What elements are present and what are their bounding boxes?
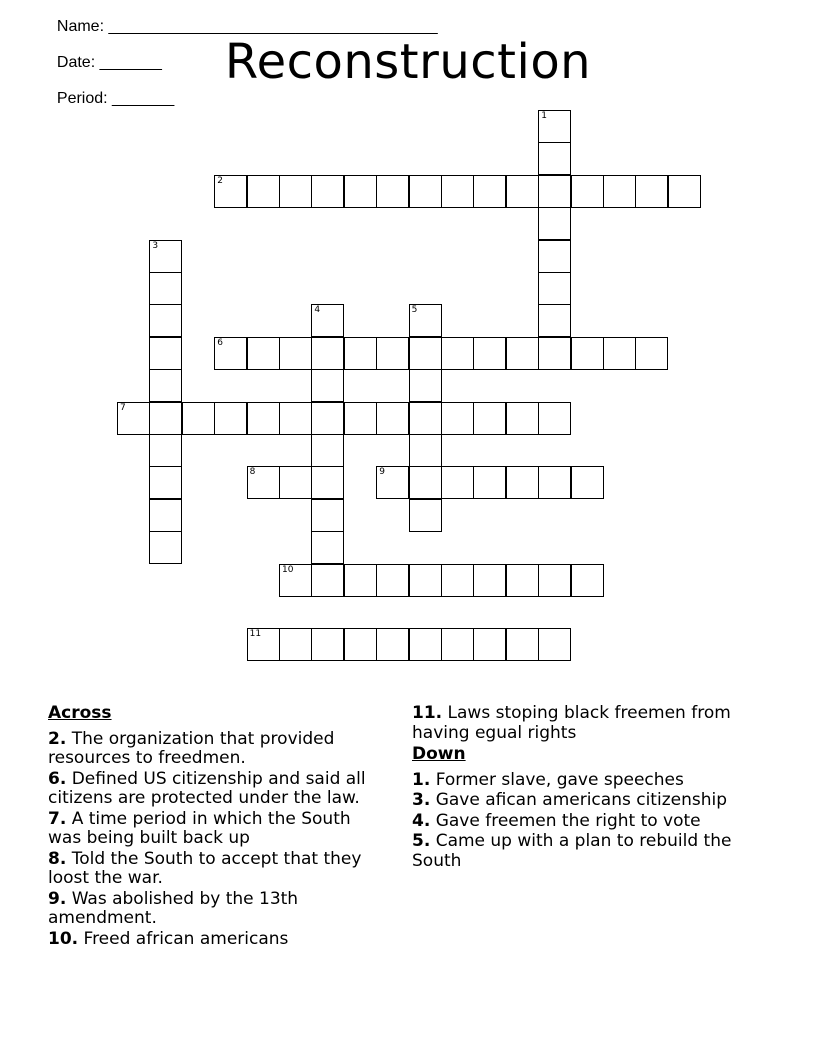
clue-number-label: 6	[217, 337, 223, 348]
clue-number-label: 7	[120, 402, 126, 413]
clues-column-right	[412, 704, 762, 872]
crossword-cell[interactable]	[311, 628, 344, 661]
crossword-cell[interactable]	[473, 466, 506, 499]
crossword-cell[interactable]	[409, 628, 442, 661]
crossword-cell[interactable]	[376, 466, 409, 499]
crossword-cell[interactable]	[376, 564, 409, 597]
crossword-cell[interactable]	[149, 466, 182, 499]
crossword-cell[interactable]	[571, 564, 604, 597]
crossword-cell[interactable]	[668, 175, 701, 208]
date-field-label[interactable]: Date: _______	[56, 54, 162, 71]
crossword-cell[interactable]	[182, 402, 215, 435]
clue-number: 11.	[412, 703, 443, 723]
crossword-cell[interactable]	[409, 466, 442, 499]
crossword-cell[interactable]	[311, 402, 344, 435]
crossword-cell[interactable]	[247, 175, 280, 208]
crossword-cell[interactable]	[409, 564, 442, 597]
clue-text: Defined US citizenship and said all citizens are protected under the law.	[48, 768, 366, 808]
crossword-cell[interactable]	[409, 434, 442, 467]
crossword-cell[interactable]	[149, 369, 182, 402]
clue-number: 7.	[48, 808, 67, 829]
crossword-cell[interactable]	[149, 272, 182, 305]
crossword-cell[interactable]	[247, 466, 280, 499]
crossword-cell[interactable]	[441, 337, 474, 370]
clue-text: Told the South to accept that they loost the war.	[48, 848, 362, 888]
crossword-cell[interactable]	[441, 175, 474, 208]
crossword-cell[interactable]	[376, 628, 409, 661]
crossword-cell[interactable]	[538, 337, 571, 370]
clue-across-11	[412, 704, 762, 743]
crossword-cell[interactable]	[506, 564, 539, 597]
crossword-cell[interactable]	[538, 175, 571, 208]
crossword-cell[interactable]	[311, 304, 344, 337]
crossword-cell[interactable]	[506, 466, 539, 499]
period-field-label[interactable]: Period: _______	[56, 90, 175, 107]
crossword-cell[interactable]	[279, 175, 312, 208]
crossword-cell[interactable]	[409, 175, 442, 208]
clue-across-2	[48, 730, 388, 769]
crossword-cell[interactable]	[538, 402, 571, 435]
crossword-cell[interactable]	[149, 402, 182, 435]
clue-number-label: 10	[282, 564, 294, 575]
crossword-cell[interactable]	[149, 240, 182, 273]
crossword-cell[interactable]	[571, 337, 604, 370]
clue-number: 6.	[48, 768, 67, 789]
crossword-cell[interactable]	[506, 628, 539, 661]
clue-number-label: 5	[411, 305, 418, 316]
clue-number: 10.	[48, 928, 79, 949]
clue-text: Former slave, gave speeches	[430, 769, 684, 790]
crossword-cell[interactable]	[344, 337, 377, 370]
crossword-cell[interactable]	[538, 110, 571, 143]
crossword-cell[interactable]	[571, 175, 604, 208]
crossword-cell[interactable]	[473, 402, 506, 435]
crossword-cell[interactable]	[473, 175, 506, 208]
crossword-cell[interactable]	[538, 628, 571, 661]
crossword-cell[interactable]	[538, 466, 571, 499]
crossword-cell[interactable]	[344, 402, 377, 435]
clue-across-7	[48, 810, 388, 849]
clue-down-3	[412, 791, 762, 811]
page-title: Reconstruction	[224, 34, 592, 90]
crossword-cell[interactable]	[311, 337, 344, 370]
crossword-cell[interactable]	[279, 628, 312, 661]
crossword-cell[interactable]	[247, 337, 280, 370]
crossword-cell[interactable]	[376, 175, 409, 208]
crossword-cell[interactable]	[409, 337, 442, 370]
across-heading: Across	[48, 703, 112, 723]
crossword-cell[interactable]	[149, 434, 182, 467]
crossword-cell[interactable]	[441, 402, 474, 435]
clue-number: 9.	[48, 888, 67, 909]
crossword-cell[interactable]	[117, 402, 150, 435]
crossword-cell[interactable]	[473, 628, 506, 661]
crossword-cell[interactable]	[247, 628, 280, 661]
crossword-cell[interactable]	[376, 337, 409, 370]
crossword-cell[interactable]	[538, 240, 571, 273]
crossword-cell[interactable]	[635, 337, 668, 370]
crossword-cell[interactable]	[149, 499, 182, 532]
clue-across-9	[48, 890, 388, 929]
crossword-cell[interactable]	[538, 272, 571, 305]
clue-text: The organization that provided resources to freedmen.	[48, 728, 335, 768]
clue-number-label: 2	[217, 175, 223, 186]
crossword-cell[interactable]	[571, 466, 604, 499]
crossword-cell[interactable]	[149, 531, 182, 564]
crossword-cell[interactable]	[441, 466, 474, 499]
crossword-cell[interactable]	[538, 564, 571, 597]
crossword-cell[interactable]	[311, 499, 344, 532]
crossword-cell[interactable]	[506, 402, 539, 435]
crossword-cell[interactable]	[635, 175, 668, 208]
clue-number: 2.	[48, 728, 67, 749]
clue-number: 1.	[412, 769, 431, 790]
crossword-cell[interactable]	[506, 175, 539, 208]
down-heading: Down	[412, 744, 466, 764]
crossword-cell[interactable]	[311, 466, 344, 499]
clue-down-4	[412, 812, 762, 832]
crossword-cell[interactable]	[441, 564, 474, 597]
crossword-cell[interactable]	[279, 402, 312, 435]
clue-across-10	[48, 930, 388, 950]
clue-number-label: 4	[314, 305, 321, 316]
crossword-cell[interactable]	[409, 402, 442, 435]
clue-number-label: 11	[249, 629, 262, 640]
clue-number-label: 3	[152, 240, 159, 251]
clue-down-1	[412, 771, 762, 791]
clue-number: 8.	[48, 848, 67, 869]
clue-text: Was abolished by the 13th amendment.	[48, 888, 299, 928]
clue-number: 3.	[412, 790, 431, 810]
crossword-cell[interactable]	[473, 564, 506, 597]
crossword-cell[interactable]	[603, 175, 636, 208]
clue-number: 5.	[412, 831, 431, 851]
crossword-cell[interactable]	[149, 304, 182, 337]
crossword-cell[interactable]	[344, 175, 377, 208]
crossword-cell[interactable]	[344, 628, 377, 661]
crossword-cell[interactable]	[473, 337, 506, 370]
crossword-cell[interactable]	[409, 499, 442, 532]
crossword-cell[interactable]	[214, 402, 247, 435]
clue-number-label: 9	[379, 467, 385, 478]
crossword-cell[interactable]	[311, 175, 344, 208]
clue-number-label: 8	[249, 467, 256, 478]
crossword-cell[interactable]	[506, 337, 539, 370]
crossword-cell[interactable]	[603, 337, 636, 370]
clue-across-8	[48, 850, 388, 889]
clue-text: Freed african americans	[78, 928, 289, 949]
crossword-cell[interactable]	[311, 564, 344, 597]
clue-across-6	[48, 770, 388, 809]
clue-down-5	[412, 832, 762, 871]
clue-number-label: 1	[541, 111, 547, 121]
crossword-cell[interactable]	[214, 337, 247, 370]
name-field-label[interactable]: Name: _____________________________________	[56, 18, 438, 35]
clue-text: A time period in which the South was being built back up	[48, 808, 351, 848]
crossword-cell[interactable]	[344, 564, 377, 597]
crossword-cell[interactable]	[214, 175, 247, 208]
crossword-cell[interactable]	[279, 564, 312, 597]
crossword-cell[interactable]	[149, 337, 182, 370]
clues-column-left	[48, 704, 388, 950]
crossword-cell[interactable]	[409, 304, 442, 337]
crossword-cell[interactable]	[279, 466, 312, 499]
clue-text: Gave freemen the right to vote	[430, 810, 701, 831]
clue-text: Came up with a plan to rebuild the South	[412, 831, 732, 871]
clue-text: Gave afican americans citizenship	[430, 790, 727, 810]
crossword-cell[interactable]	[311, 369, 344, 402]
clue-text: Laws stoping black freemen from having egual rights	[412, 703, 731, 743]
crossword-cell[interactable]	[279, 337, 312, 370]
crossword-cell[interactable]	[538, 207, 571, 240]
crossword-cell[interactable]	[247, 402, 280, 435]
crossword-cell[interactable]	[409, 369, 442, 402]
clue-number: 4.	[412, 810, 431, 831]
crossword-cell[interactable]	[538, 304, 571, 337]
crossword-cell[interactable]	[311, 434, 344, 467]
crossword-cell[interactable]	[441, 628, 474, 661]
crossword-cell[interactable]	[376, 402, 409, 435]
crossword-cell[interactable]	[311, 531, 344, 564]
crossword-cell[interactable]	[538, 142, 571, 175]
